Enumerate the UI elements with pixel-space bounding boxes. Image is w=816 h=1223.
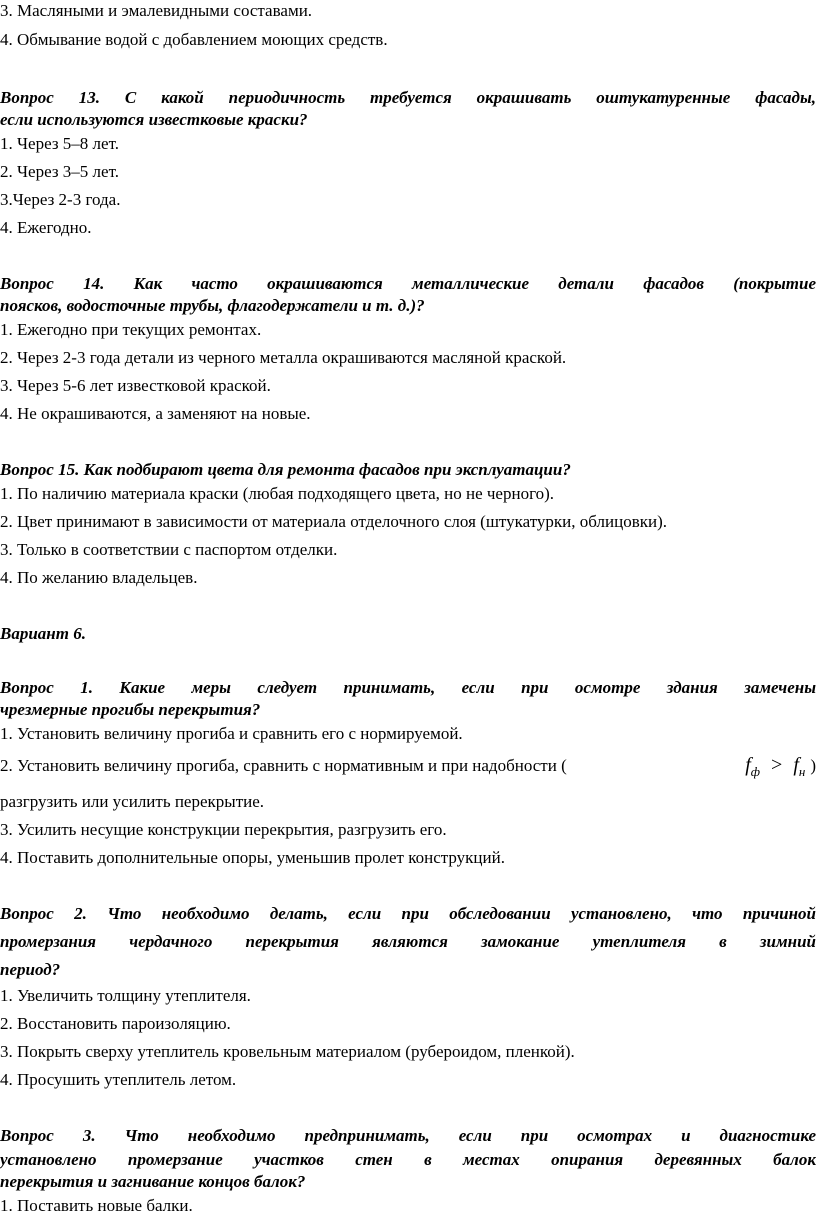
question-14-heading: поясков, водосточные трубы, флагодержатели и т. д.)? [0,296,425,315]
answer-line: 3. Усилить несущие конструкции перекрытия, разгрузить его. [0,820,447,839]
variant6-question-2-heading: Вопрос 2. Что необходимо делать, если при обследовании установлено, что причиной [0,904,816,923]
answer-line: 3. Через 5-6 лет известковой краской. [0,376,271,395]
question-13-heading: если используются известковые краски? [0,110,308,129]
variant6-question-1-heading: Вопрос 1. Какие меры следует принимать, если при осмотре здания замечены [0,678,816,697]
answer-line: 3. Покрыть сверху утеплитель кровельным материалом (рубероидом, пленкой). [0,1042,575,1061]
answer-line: 4. Просушить утеплитель летом. [0,1070,237,1089]
variant6-question-2-heading: период? [0,960,61,979]
answer-line: 3. Только в соответствии с паспортом отделки. [0,540,338,559]
answer-line: разгрузить или усилить перекрытие. [0,792,265,811]
variant-heading: Вариант 6. [0,624,86,643]
variant6-question-3-heading: перекрытия и загнивание концов балок? [0,1172,306,1191]
variant6-question-3-heading: Вопрос 3. Что необходимо предпринимать, если при осмотрах и диагностике [0,1126,816,1145]
answer-line: 1. Увеличить толщину утеплителя. [0,986,251,1005]
answer-line: 2. Цвет принимают в зависимости от материала отделочного слоя (штукатурки, облицовки). [0,512,667,531]
answer-line: 3.Через 2-3 года. [0,190,121,209]
answer-line: 2. Восстановить пароизоляцию. [0,1014,231,1033]
answer-line: 3. Масляными и эмалевидными составами. [0,1,313,20]
answer-line: 4. По желанию владельцев. [0,568,198,587]
formula-paren: ) [810,756,816,775]
variant6-question-2-heading: промерзания чердачного перекрытия являются замокание утеплителя в зимний [0,932,816,951]
answer-line: 1. Через 5–8 лет. [0,134,119,153]
formula-symbol: f [745,754,751,776]
formula-subscript: н [798,764,806,779]
answer-line: 4. Поставить дополнительные опоры, уменьшив пролет конструкций. [0,848,505,867]
answer-line: 1. По наличию материала краски (любая подходящего цвета, но не черного). [0,484,555,503]
answer-line: 1. Ежегодно при текущих ремонтах. [0,320,262,339]
answer-line-with-formula [0,754,816,783]
answer-line: 4. Ежегодно. [0,218,92,237]
formula-symbol: f [793,754,799,776]
variant6-question-3-heading: установлено промерзание участков стен в местах опирания деревянных балок [0,1150,816,1169]
answer-line: 4. Обмывание водой с добавлением моющих средств. [0,30,388,49]
answer-line: 1. Поставить новые балки. [0,1196,193,1215]
answer-line: 2. Через 3–5 лет. [0,162,119,181]
formula [745,754,816,783]
formula-operator: > [771,754,783,776]
formula-subscript: ф [750,764,761,779]
question-14-heading: Вопрос 14. Как часто окрашиваются металлические детали фасадов (покрытие [0,274,816,293]
answer-line: 2. Через 2-3 года детали из черного металла окрашиваются масляной краской. [0,348,567,367]
variant6-question-1-heading: чрезмерные прогибы перекрытия? [0,700,261,719]
answer-line: 1. Установить величину прогиба и сравнить его с нормируемой. [0,724,463,743]
answer-text: 2. Установить величину прогиба, сравнить с нормативным и при надобности ( [0,756,567,775]
question-13-heading: Вопрос 13. С какой периодичность требуется окрашивать оштукатуренные фасады, [0,88,816,107]
question-15-heading: Вопрос 15. Как подбирают цвета для ремонта фасадов при эксплуатации? [0,460,571,479]
answer-line: 4. Не окрашиваются, а заменяют на новые. [0,404,311,423]
